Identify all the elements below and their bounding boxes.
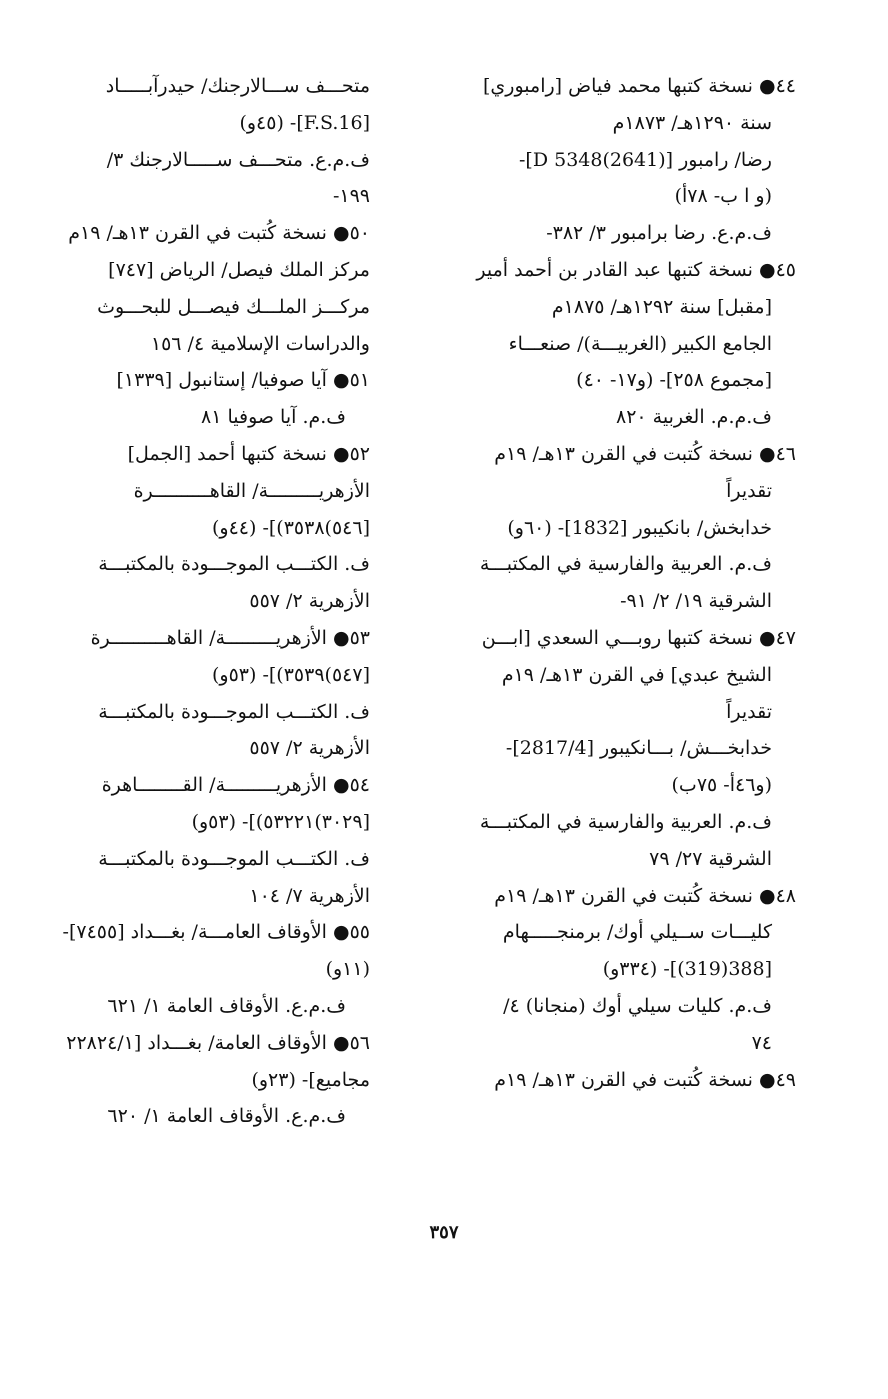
text-line: [مقبل] سنة ١٢٩٢هـ/ ١٨٧٥م	[551, 295, 772, 318]
text-line: تقديراً	[726, 700, 772, 723]
text-line: (١١و)	[325, 958, 370, 981]
left-column	[62, 68, 370, 1135]
text-line: ف.م.ع. رضا برامبور ٣/ ٣٨٢-	[546, 222, 772, 245]
text-line: ف.م.ع. الأوقاف العامة ١/ ٦٢٠	[107, 1105, 346, 1128]
text-line: ٤٥● نسخة كتبها عبد القادر بن أحمد أمير	[476, 258, 796, 281]
text-line: ف.م. كليات سيلي أوك (منجانا) ٤/	[503, 994, 772, 1017]
text-line: ٤٦● نسخة كُتبت في القرن ١٣هـ/ ١٩م	[494, 442, 796, 465]
text-line: ٧٤	[751, 1031, 772, 1054]
text-line: تقديراً	[726, 479, 772, 502]
text-line: الأزهرية ٢/ ٥٥٧	[249, 737, 370, 760]
text-line: خدابخـــش/ بـــانكيبور [2817/4]-	[505, 737, 772, 760]
text-line: الأزهريـــــــــة/ القاهــــــــــرة	[133, 479, 370, 502]
text-line: [388(319)]- (٣٣٤و)	[602, 958, 772, 981]
page-number: ٣٥٧	[429, 1222, 459, 1243]
text-line: ف. الكتـــب الموجـــودة بالمكتبـــة	[98, 553, 370, 576]
text-line: كليـــات ســيلي أوك/ برمنجـــــهام	[502, 921, 772, 944]
text-line: ف.م.ع. الأوقاف العامة ١/ ٦٢١	[107, 994, 346, 1017]
text-line: ٥٥● الأوقاف العامـــة/ بغـــداد [٧٤٥٥]-	[62, 921, 370, 944]
text-line: [٥٤٧)٣٥٣٩)]- (٥٣و)	[211, 663, 370, 686]
text-line: متحـــف ســـالارجنك/ حيدرآبـــــاد	[105, 75, 370, 97]
text-line: مجاميع]- (٢٣و)	[251, 1068, 370, 1091]
text-line: الشيخ عبدي] في القرن ١٣هـ/ ١٩م	[501, 663, 772, 686]
text-line: [٥٤٦)٣٥٣٨)]- (٤٤و)	[211, 516, 370, 539]
text-line: ٤٨● نسخة كُتبت في القرن ١٣هـ/ ١٩م	[494, 884, 796, 907]
text-line: الشرقية ٢٧/ ٧٩	[649, 847, 772, 870]
text-line: ف.م. العربية والفارسية في المكتبـــة	[479, 810, 772, 833]
text-line: [F.S.16]- (٤٥و)	[239, 111, 370, 134]
text-line: ٥٠● نسخة كُتبت في القرن ١٣هـ/ ١٩م	[68, 222, 370, 245]
text-line: ف.م. العربية والفارسية في المكتبـــة	[479, 553, 772, 576]
text-line: ٤٩● نسخة كُتبت في القرن ١٣هـ/ ١٩م	[494, 1068, 796, 1091]
text-line: سنة ١٢٩٠هـ/ ١٨٧٣م	[612, 111, 772, 134]
text-line: ٥٢● نسخة كتبها أحمد [الجمل]	[127, 442, 370, 465]
text-line: الشرقية ١٩/ ٢/ ٩١-	[620, 590, 772, 613]
text-line: ٤٤● نسخة كتبها محمد فياض [رامبوري]	[483, 75, 796, 97]
text-line: ٥١● آيا صوفيا/ إستانبول [١٣٣٩]	[116, 369, 370, 392]
text-line: رضا/ رامبور [D 5348(2641)]-	[518, 148, 772, 171]
text-line: ٥٦● الأوقاف العامة/ بغـــداد [٢٢٨٢٤/١	[66, 1031, 370, 1054]
text-line: ١٩٩-	[332, 185, 370, 208]
right-column	[446, 68, 796, 1098]
text-line: ٥٣● الأزهريـــــــــة/ القاهــــــــــرة	[90, 626, 370, 649]
text-line: ف.م.م. الغربية ٨٢٠	[616, 406, 772, 429]
text-line: [مجموع ٢٥٨]- (و١٧- ٤٠)	[576, 369, 772, 392]
text-line: ف.م.ع. متحـــف ســـــالارجنك ٣/	[106, 148, 370, 171]
text-line: (و٤٦أ- ٧٥ب)	[671, 774, 772, 797]
text-line: ف. الكتـــب الموجـــودة بالمكتبـــة	[98, 700, 370, 723]
text-line: (و ا ب- ٧٨أ)	[674, 185, 772, 208]
text-line: مركز الملك فيصل/ الرياض [٧٤٧]	[108, 258, 370, 281]
text-line: ٥٤● الأزهريـــــــــة/ القــــــــاهرة	[101, 774, 370, 797]
text-line: خدابخش/ بانكيبور [1832]- (٦٠و)	[507, 516, 772, 539]
text-line: ف.م. آيا صوفيا ٨١	[201, 406, 346, 429]
text-line: الأزهرية ٢/ ٥٥٧	[249, 590, 370, 613]
text-line: [٣٠٢٩)٥٣٢٢١)]- (٥٣و)	[191, 810, 370, 833]
text-line: والدراسات الإسلامية ٤/ ١٥٦	[150, 332, 370, 355]
text-line: ٤٧● نسخة كتبها روبـــي السعدي [ابـــن	[481, 626, 796, 649]
text-line: مركـــز الملـــك فيصـــل للبحـــوث	[97, 295, 370, 318]
text-line: الجامع الكبير (الغربيـــة)/ صنعـــاء	[508, 332, 772, 355]
text-line: الأزهرية ٧/ ١٠٤	[249, 884, 370, 907]
text-line: ف. الكتـــب الموجـــودة بالمكتبـــة	[98, 847, 370, 870]
